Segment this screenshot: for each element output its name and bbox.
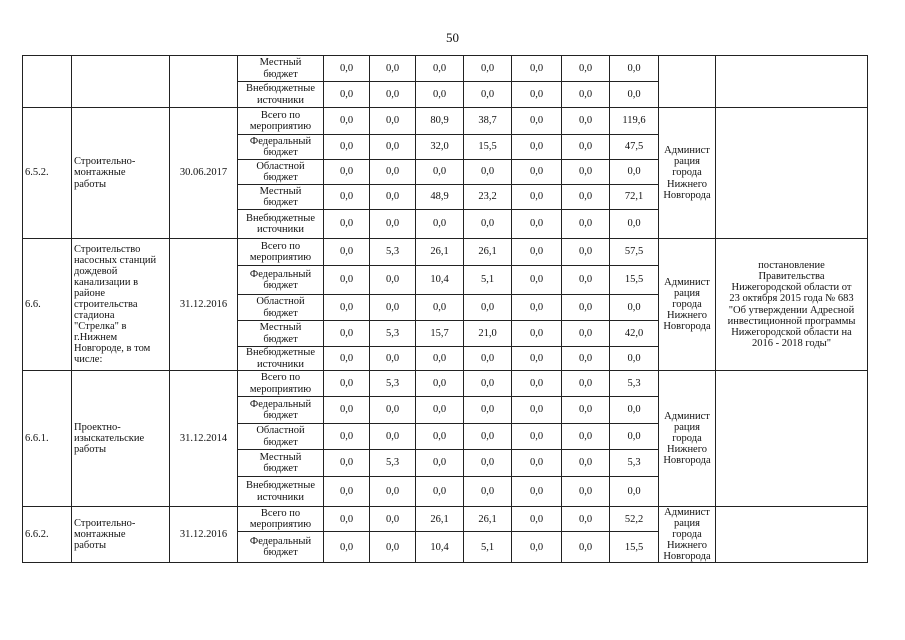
amount-cell: 0,0 [370,397,416,424]
amount-cell: 0,0 [370,424,416,450]
amount-cell: 0,0 [324,397,370,424]
amount-cell: 0,0 [562,160,610,185]
amount-cell: 0,0 [370,210,416,239]
text-line: Местный [259,322,302,334]
amount-cell: 0,0 [562,450,610,477]
amount-cell: 0,0 [324,82,370,108]
text-line: Строительно- [74,156,136,168]
amount-cell: 0,0 [562,371,610,397]
amount-cell: 0,0 [562,239,610,266]
amount-cell: 0,0 [512,347,562,371]
funding-source-cell [238,321,324,347]
text-line: бюджет [263,436,298,448]
text-line: г.Нижнем [74,332,118,344]
amount-cell: 21,0 [464,321,512,347]
text-line: бюджет [263,68,298,80]
amount-cell: 0,0 [416,397,464,424]
amount-cell: 0,0 [562,347,610,371]
text-line: канализации в [74,276,139,288]
deadline-cell: 30.06.2017 [170,108,238,239]
text-line: насосных станций [74,254,157,266]
funding-source-cell [238,239,324,266]
amount-cell: 0,0 [416,295,464,321]
item-number-cell: 6.6. [23,239,72,371]
amount-cell: 0,0 [416,347,464,371]
text-line: Федеральный [249,536,312,548]
amount-cell: 0,0 [610,295,659,321]
amount-cell: 0,0 [512,450,562,477]
funding-table [22,55,868,563]
amount-cell: 0,0 [324,532,370,563]
text-line: бюджет [263,197,298,208]
legal-basis-cell [716,56,868,108]
text-line: мероприятию [249,121,312,132]
amount-cell: 0,0 [562,56,610,82]
amount-cell: 0,0 [324,347,370,371]
funding-source-cell [238,507,324,532]
text-line: работы [74,178,107,190]
amount-cell: 0,0 [370,477,416,507]
amount-cell: 0,0 [324,56,370,82]
amount-cell: 32,0 [416,135,464,160]
text-line: мероприятию [249,519,312,531]
text-line: 2016 - 2018 годы" [751,337,832,349]
amount-cell: 0,0 [464,295,512,321]
funding-source-cell [238,160,324,185]
funding-source-cell [238,56,324,82]
amount-cell: 0,0 [416,56,464,82]
text-line: бюджет [263,463,298,474]
amount-cell: 15,5 [610,532,659,563]
text-line: Новгорода [663,189,711,201]
text-line: Админист [664,145,710,157]
amount-cell: 0,0 [512,371,562,397]
executor-cell [659,108,716,239]
text-line: Внебюджетные [246,480,315,492]
table-row [23,371,868,397]
text-line: строительства [74,298,138,310]
legal-basis-cell [716,108,868,239]
executor-cell [659,239,716,371]
amount-cell: 26,1 [464,507,512,532]
text-line: изыскательские [74,432,145,444]
text-line: монтажные [74,167,126,179]
text-line: Областной [256,425,305,437]
amount-cell: 0,0 [464,477,512,507]
text-line: Админист [664,276,710,288]
text-line: Федеральный [249,268,312,280]
legal-basis-cell [716,239,868,371]
item-name-cell [72,371,170,507]
text-line: Внебюджетные [246,83,315,95]
amount-cell: 0,0 [512,185,562,210]
amount-cell: 119,6 [610,108,659,135]
text-line: Всего по [260,240,301,252]
executor-cell [659,507,716,563]
amount-cell: 0,0 [464,56,512,82]
text-line: Внебюджетные [246,347,315,359]
amount-cell: 26,1 [416,507,464,532]
text-line: Новгороде, в том [74,343,151,355]
amount-cell: 0,0 [370,532,416,563]
amount-cell: 0,0 [512,295,562,321]
text-line: Всего по [260,508,301,520]
amount-cell: 0,0 [562,321,610,347]
amount-cell: 5,1 [464,532,512,563]
amount-cell: 0,0 [324,321,370,347]
amount-cell: 0,0 [512,266,562,295]
funding-source-cell [238,108,324,135]
text-line: рация [674,421,700,433]
text-line: числе: [74,354,103,366]
text-line: дождевой [74,265,118,277]
amount-cell: 0,0 [416,450,464,477]
text-line: города [672,298,702,310]
amount-cell: 5,1 [464,266,512,295]
page-number: 50 [446,30,459,45]
amount-cell: 0,0 [562,135,610,160]
text-line: Всего по [260,372,301,384]
amount-cell: 52,2 [610,507,659,532]
amount-cell: 0,0 [512,321,562,347]
amount-cell: 0,0 [416,210,464,239]
funding-source-cell [238,347,324,371]
text-line: мероприятию [249,383,312,395]
amount-cell: 0,0 [324,507,370,532]
amount-cell: 0,0 [324,477,370,507]
amount-cell: 0,0 [512,239,562,266]
amount-cell: 0,0 [610,82,659,108]
amount-cell: 5,3 [610,450,659,477]
legal-basis-cell [716,371,868,507]
text-line: стадиона [74,310,115,321]
text-line: источники [257,94,304,106]
text-line: Федеральный [249,135,312,147]
amount-cell: 0,0 [610,56,659,82]
amount-cell: 0,0 [324,266,370,295]
text-line: Админист [664,410,710,422]
executor-cell [659,371,716,507]
amount-cell: 0,0 [464,371,512,397]
text-line: Нижегородской области на [731,326,852,338]
funding-source-cell [238,266,324,295]
text-line: рация [674,156,700,168]
amount-cell: 0,0 [416,477,464,507]
text-line: Проектно- [74,421,121,433]
funding-source-cell [238,295,324,321]
amount-cell: 0,0 [562,185,610,210]
amount-cell: 0,0 [562,424,610,450]
amount-cell: 0,0 [562,295,610,321]
text-line: города [672,529,702,541]
amount-cell: 0,0 [324,160,370,185]
amount-cell: 0,0 [324,450,370,477]
amount-cell: 0,0 [370,135,416,160]
text-line: Нижнего [666,310,708,321]
amount-cell: 0,0 [370,347,416,371]
text-line: "Стрелка" в [74,321,127,333]
text-line: источники [257,491,304,503]
amount-cell: 0,0 [512,424,562,450]
item-name-cell [72,239,170,371]
funding-source-cell [238,477,324,507]
funding-source-cell [238,210,324,239]
amount-cell: 0,0 [370,507,416,532]
amount-cell: 42,0 [610,321,659,347]
amount-cell: 0,0 [512,135,562,160]
amount-cell: 72,1 [610,185,659,210]
text-line: бюджет [263,547,298,559]
text-line: Новгорода [663,321,711,333]
funding-source-cell [238,532,324,563]
amount-cell: 48,9 [416,185,464,210]
amount-cell: 0,0 [562,397,610,424]
amount-cell: 0,0 [464,82,512,108]
text-line: бюджет [263,410,298,421]
text-line: мероприятию [249,252,312,263]
deadline-cell: 31.12.2016 [170,507,238,563]
text-line: Правительства [758,271,825,283]
amount-cell: 0,0 [370,108,416,135]
amount-cell: 0,0 [512,477,562,507]
funding-source-cell [238,185,324,210]
text-line: бюджет [263,280,298,291]
item-name-cell [72,56,170,108]
amount-cell: 0,0 [416,371,464,397]
text-line: рация [674,287,700,299]
amount-cell: 5,3 [370,450,416,477]
item-name-cell [72,108,170,239]
amount-cell: 47,5 [610,135,659,160]
amount-cell: 0,0 [610,424,659,450]
text-line: Внебюджетные [246,212,315,224]
amount-cell: 5,3 [370,239,416,266]
amount-cell: 0,0 [512,532,562,563]
amount-cell: 0,0 [464,424,512,450]
text-line: работы [74,444,107,455]
amount-cell: 0,0 [416,424,464,450]
funding-source-cell [238,424,324,450]
deadline-cell: 31.12.2016 [170,239,238,371]
text-line: источники [257,358,304,370]
amount-cell: 0,0 [562,507,610,532]
amount-cell: 0,0 [562,266,610,295]
amount-cell: 0,0 [416,82,464,108]
item-number-cell: 6.6.2. [23,507,72,563]
deadline-cell [170,56,238,108]
text-line: города [672,432,702,444]
amount-cell: 0,0 [370,295,416,321]
amount-cell: 0,0 [416,160,464,185]
amount-cell: 0,0 [562,532,610,563]
text-line: Всего по [260,109,301,121]
text-line: бюджет [263,172,298,183]
text-line: постановление [758,260,825,272]
amount-cell: 0,0 [324,185,370,210]
amount-cell: 0,0 [464,397,512,424]
amount-cell: 0,0 [324,295,370,321]
amount-cell: 5,3 [370,371,416,397]
text-line: города [672,167,702,179]
text-line: 23 октября 2015 года № 683 [729,293,854,305]
funding-source-cell [238,82,324,108]
amount-cell: 0,0 [370,56,416,82]
amount-cell: 5,3 [610,371,659,397]
text-line: бюджет [263,333,298,345]
amount-cell: 0,0 [370,266,416,295]
amount-cell: 0,0 [370,82,416,108]
funding-source-cell [238,397,324,424]
amount-cell: 23,2 [464,185,512,210]
text-line: Новгорода [663,455,711,467]
amount-cell: 0,0 [464,210,512,239]
deadline-cell: 31.12.2014 [170,371,238,507]
text-line: Местный [259,451,302,463]
text-line: Строительно- [74,518,136,530]
text-line: Областной [256,296,305,308]
text-line: Местный [259,57,302,69]
text-line: Админист [664,507,710,518]
text-line: работы [74,540,107,552]
text-line: источники [257,224,304,235]
table-row [23,239,868,266]
amount-cell: 0,0 [610,160,659,185]
amount-cell: 0,0 [324,424,370,450]
text-line: бюджет [263,307,298,319]
table-body [23,56,868,563]
amount-cell: 0,0 [464,160,512,185]
amount-cell: 15,5 [610,266,659,295]
table-row [23,108,868,135]
text-line: Нижнего [666,178,708,190]
amount-cell: 0,0 [324,108,370,135]
amount-cell: 0,0 [512,397,562,424]
amount-cell: 0,0 [370,160,416,185]
amount-cell: 0,0 [610,477,659,507]
amount-cell: 0,0 [324,135,370,160]
item-number-cell [23,56,72,108]
amount-cell: 0,0 [324,210,370,239]
table-row [23,507,868,532]
amount-cell: 0,0 [464,450,512,477]
text-line: инвестиционной программы [727,315,856,327]
amount-cell: 0,0 [324,239,370,266]
executor-cell [659,56,716,108]
text-line: Нижнего [666,540,708,552]
amount-cell: 10,4 [416,532,464,563]
amount-cell: 57,5 [610,239,659,266]
text-line: Строительство [74,243,141,255]
amount-cell: 0,0 [562,108,610,135]
table-row [23,56,868,82]
text-line: Нижнего [666,444,708,455]
amount-cell: 0,0 [610,397,659,424]
amount-cell: 0,0 [562,82,610,108]
amount-cell: 0,0 [512,56,562,82]
legal-basis-cell [716,507,868,563]
amount-cell: 0,0 [512,210,562,239]
item-number-cell: 6.5.2. [23,108,72,239]
text-line: Новгорода [663,551,711,563]
amount-cell: 0,0 [324,371,370,397]
funding-source-cell [238,371,324,397]
text-line: районе [74,287,106,299]
text-line: бюджет [263,147,298,158]
amount-cell: 0,0 [512,160,562,185]
text-line: монтажные [74,529,126,541]
amount-cell: 26,1 [416,239,464,266]
text-line: Федеральный [249,398,312,410]
amount-cell: 0,0 [464,347,512,371]
amount-cell: 0,0 [370,185,416,210]
amount-cell: 0,0 [610,347,659,371]
amount-cell: 0,0 [512,507,562,532]
amount-cell: 15,7 [416,321,464,347]
funding-source-cell [238,135,324,160]
amount-cell: 15,5 [464,135,512,160]
text-line: рация [674,518,700,530]
amount-cell: 0,0 [512,108,562,135]
amount-cell: 38,7 [464,108,512,135]
text-line: Местный [259,185,302,197]
amount-cell: 0,0 [562,210,610,239]
text-line: Нижегородской области от [731,282,852,294]
text-line: Областной [256,160,305,172]
item-number-cell: 6.6.1. [23,371,72,507]
amount-cell: 0,0 [512,82,562,108]
funding-source-cell [238,450,324,477]
amount-cell: 80,9 [416,108,464,135]
amount-cell: 10,4 [416,266,464,295]
text-line: "Об утверждении Адресной [728,304,855,316]
amount-cell: 5,3 [370,321,416,347]
amount-cell: 26,1 [464,239,512,266]
amount-cell: 0,0 [562,477,610,507]
amount-cell: 0,0 [610,210,659,239]
item-name-cell [72,507,170,563]
